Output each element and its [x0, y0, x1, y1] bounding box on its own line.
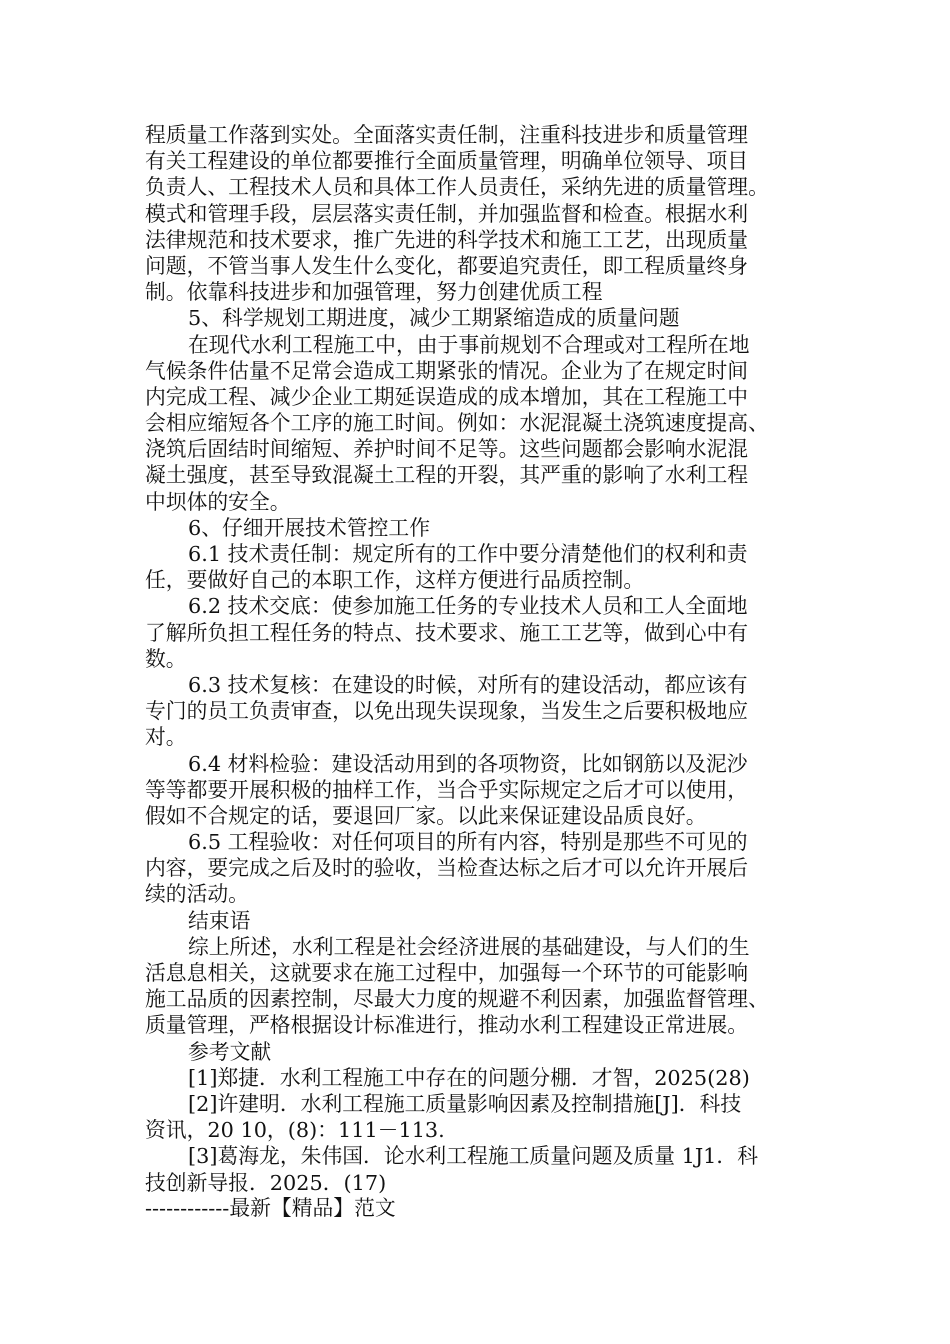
text-line: 任，要做好自己的本职工作，这样方便进行品质控制。 [145, 568, 645, 593]
text-line: 专门的员工负责审查，以免出现失误现象，当发生之后要积极地应 [145, 699, 749, 724]
text-line: 会相应缩短各个工序的施工时间。例如：水泥混凝土浇筑速度提高、 [145, 411, 769, 436]
page-footer: ------------最新【精品】范文 [145, 1196, 396, 1220]
text-line: 法律规范和技术要求，推广先进的科学技术和施工工艺，出现质量 [145, 227, 749, 252]
text-line: 凝土强度，甚至导致混凝土工程的开裂，其严重的影响了水利工程 [145, 463, 749, 488]
text-line: 模式和管理手段，层层落实责任制，并加强监督和检查。根据水利 [145, 201, 749, 226]
text-line: 负责人、工程技术人员和具体工作人员责任，采纳先进的质量管理。 [145, 175, 769, 200]
text-line: 质量管理，严格根据设计标准进行，推动水利工程建设正常进展。 [145, 1013, 749, 1038]
reference-item: [2]许建明．水利工程施工质量影响因素及控制措施[J]．科技 [188, 1091, 742, 1116]
text-line: 假如不合规定的话，要退回厂家。以此来保证建设品质良好。 [145, 803, 707, 828]
text-line: 了解所负担工程任务的特点、技术要求、施工工艺等，做到心中有 [145, 620, 749, 645]
text-line: 在现代水利工程施工中，由于事前规划不合理或对工程所在地 [188, 332, 750, 357]
text-line: 制。依靠科技进步和加强管理，努力创建优质工程 [145, 280, 603, 305]
text-line: 问题，不管当事人发生什么变化，都要追究责任，即工程质量终身 [145, 253, 749, 278]
text-line: 对。 [145, 725, 187, 750]
text-line: 活息息相关，这就要求在施工过程中，加强每一个环节的可能影响 [145, 961, 749, 985]
text-line: 6.2 技术交底：使参加施工任务的专业技术人员和工人全面地 [188, 594, 748, 619]
references-heading: 参考文献 [188, 1039, 272, 1064]
conclusion-heading: 结束语 [188, 908, 251, 933]
text-line: 有关工程建设的单位都要推行全面质量管理，明确单位领导、项目 [145, 149, 749, 174]
text-line: 6.1 技术责任制：规定所有的工作中要分清楚他们的权利和责 [188, 542, 748, 566]
text-line: 气候条件估量不足常会造成工期紧张的情况。企业为了在规定时间 [145, 358, 749, 383]
text-line: 中坝体的安全。 [145, 489, 291, 514]
section-heading-5: 5、科学规划工期进度，减少工期紧缩造成的质量问题 [188, 306, 680, 331]
text-line: 综上所述，水利工程是社会经济进展的基础建设，与人们的生 [188, 934, 750, 959]
document-body [145, 122, 815, 1196]
text-line: 施工品质的因素控制，尽最大力度的规避不利因素，加强监督管理、 [145, 987, 769, 1012]
text-line: 内容，要完成之后及时的验收，当检查达标之后才可以允许开展后 [145, 856, 749, 881]
reference-item-continued: 技创新导报．2025．(17) [145, 1170, 387, 1195]
reference-item: [3]葛海龙，朱伟国．论水利工程施工质量问题及质量 1J1．科 [188, 1144, 758, 1169]
text-line: 6.3 技术复核：在建设的时候，对所有的建设活动，都应该有 [188, 672, 748, 697]
text-line: 内完成工程、减少企业工期延误造成的成本增加，其在工程施工中 [145, 384, 749, 409]
text-line: 6.5 工程验收：对任何项目的所有内容，特别是那些不可见的 [188, 830, 748, 855]
text-line: 数。 [145, 646, 187, 671]
text-line: 程质量工作落到实处。全面落实责任制，注重科技进步和质量管理 [145, 123, 749, 147]
reference-item-continued: 资讯，20 10，(8)：111－113. [145, 1118, 445, 1143]
text-line: 浇筑后固结时间缩短、养护时间不足等。这些问题都会影响水泥混 [145, 437, 749, 462]
text-line: 续的活动。 [145, 882, 249, 907]
reference-item: [1]郑捷．水利工程施工中存在的问题分棚．才智，2025(28) [188, 1065, 750, 1090]
text-line: 等等都要开展积极的抽样工作，当合乎实际规定之后才可以使用， [145, 777, 749, 802]
section-heading-6: 6、仔细开展技术管控工作 [188, 515, 430, 540]
text-line: 6.4 材料检验：建设活动用到的各项物资，比如钢筋以及泥沙 [188, 751, 748, 776]
